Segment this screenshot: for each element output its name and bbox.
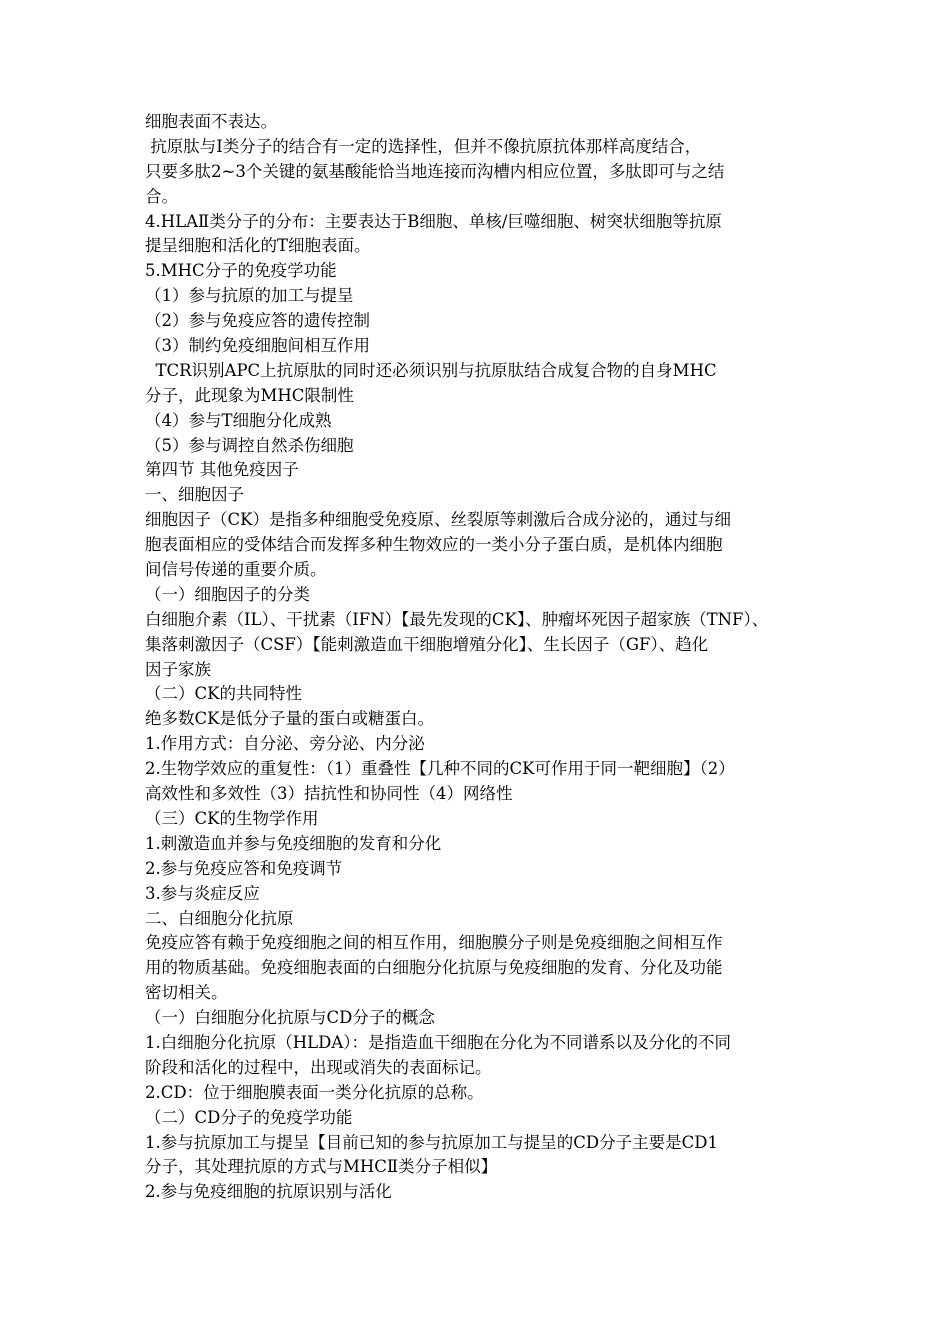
document-body [145, 110, 810, 1205]
text-line: 密切相关。 [145, 983, 228, 1003]
text-line: 高效性和多效性（3）拮抗性和协同性（4）网络性 [145, 784, 513, 804]
text-line: 集落刺激因子（CSF）【能刺激造血干细胞增殖分化】、生长因子（GF）、趋化 [145, 634, 709, 654]
text-line: （一）白细胞分化抗原与CD分子的概念 [145, 1008, 435, 1028]
text-line: 因子家族 [145, 659, 211, 679]
text-line: 5.MHC分子的免疫学功能 [145, 261, 337, 281]
text-line: （二）CK的共同特性 [145, 684, 302, 704]
text-line: 1.参与抗原加工与提呈【目前已知的参与抗原加工与提呈的CD分子主要是CD1 [145, 1132, 718, 1152]
text-line: 2.参与免疫细胞的抗原识别与活化 [145, 1182, 392, 1202]
text-line: （3）制约免疫细胞间相互作用 [145, 336, 370, 356]
text-line: 免疫应答有赖于免疫细胞之间的相互作用，细胞膜分子则是免疫细胞之间相互作 [145, 933, 723, 953]
text-line: 1.刺激造血并参与免疫细胞的发育和分化 [145, 833, 442, 853]
text-line: 二、白细胞分化抗原 [145, 908, 294, 928]
text-line: 抗原肽与Ⅰ类分子的结合有一定的选择性，但并不像抗原抗体那样高度结合， [145, 136, 702, 156]
text-line: （三）CK的生物学作用 [145, 808, 319, 828]
text-line: 白细胞介素（IL）、干扰素（IFN）【最先发现的CK】、肿瘤坏死因子超家族（TNF）、 [145, 609, 769, 629]
text-line: （4）参与T细胞分化成熟 [145, 410, 332, 430]
text-line: 3.参与炎症反应 [145, 883, 260, 903]
text-line: 提呈细胞和活化的T细胞表面。 [145, 236, 371, 256]
text-line: 胞表面相应的受体结合而发挥多种生物效应的一类小分子蛋白质，是机体内细胞 [145, 535, 723, 555]
text-line: 2.参与免疫应答和免疫调节 [145, 858, 343, 878]
text-line: （2）参与免疫应答的遗传控制 [145, 311, 370, 331]
text-line: 2.生物学效应的重复性：（1）重叠性【几种不同的CK可作用于同一靶细胞】（2） [145, 759, 735, 779]
text-line: 2.CD：位于细胞膜表面一类分化抗原的总称。 [145, 1082, 484, 1102]
text-line: TCR识别APC上抗原肽的同时还必须识别与抗原肽结合成复合物的自身MHC [145, 360, 717, 380]
text-line: 1.白细胞分化抗原（HLDA）：是指造血干细胞在分化为不同谱系以及分化的不同 [145, 1032, 731, 1052]
text-line: 合。 [145, 186, 178, 206]
text-line: 分子，其处理抗原的方式与MHCⅡ类分子相似】 [145, 1157, 498, 1177]
text-line: （二）CD分子的免疫学功能 [145, 1107, 353, 1127]
text-line: 阶段和活化的过程中，出现或消失的表面标记。 [145, 1057, 492, 1077]
text-line: 细胞表面不表达。 [145, 112, 277, 131]
text-line: 1.作用方式：自分泌、旁分泌、内分泌 [145, 734, 425, 754]
text-line: 一、细胞因子 [145, 485, 244, 505]
text-line: （一）细胞因子的分类 [145, 584, 310, 604]
document-page [145, 110, 810, 1205]
text-line: （1）参与抗原的加工与提呈 [145, 286, 354, 306]
text-line: 细胞因子（CK）是指多种细胞受免疫原、丝裂原等刺激后合成分泌的，通过与细 [145, 510, 731, 530]
text-line: 分子，此现象为MHC限制性 [145, 385, 354, 405]
text-line: 用的物质基础。免疫细胞表面的白细胞分化抗原与免疫细胞的发育、分化及功能 [145, 958, 723, 978]
text-line: （5）参与调控自然杀伤细胞 [145, 435, 354, 455]
text-line: 间信号传递的重要介质。 [145, 560, 327, 580]
text-line: 只要多肽2~3个关键的氨基酸能恰当地连接而沟槽内相应位置，多肽即可与之结 [145, 161, 725, 181]
text-line: 绝多数CK是低分子量的蛋白或糖蛋白。 [145, 709, 434, 729]
text-line: 4.HLAⅡ类分子的分布：主要表达于B细胞、单核/巨噬细胞、树突状细胞等抗原 [145, 211, 722, 231]
text-line: 第四节 其他免疫因子 [145, 460, 299, 480]
